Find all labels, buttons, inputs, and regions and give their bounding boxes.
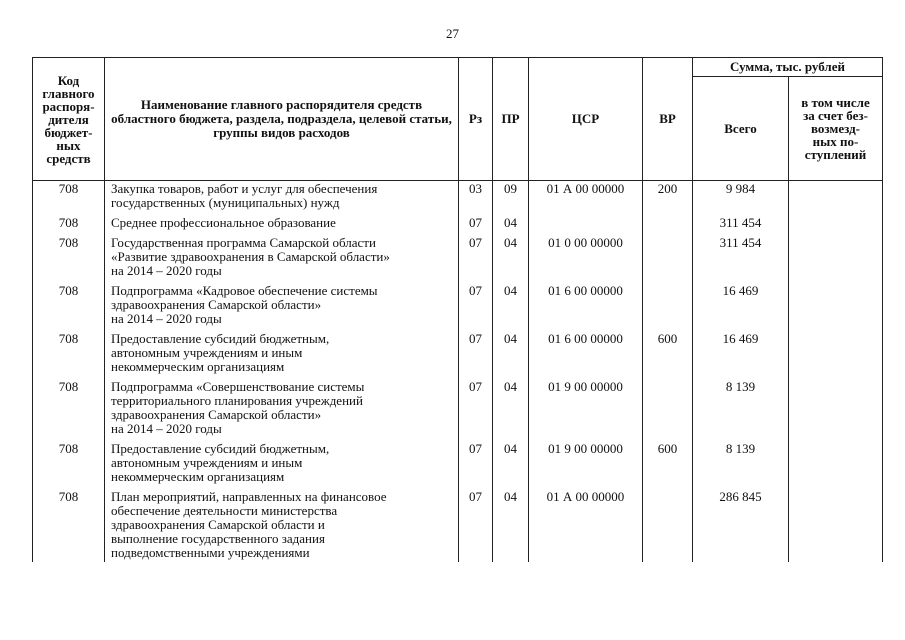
cell-total: 8 139 <box>693 438 789 486</box>
cell-total: 16 469 <box>693 328 789 376</box>
cell-rz: 07 <box>459 328 493 376</box>
cell-incl <box>789 376 883 438</box>
header-rz: Рз <box>459 58 493 181</box>
cell-pr: 04 <box>493 212 529 232</box>
cell-rz: 03 <box>459 181 493 213</box>
cell-pr: 04 <box>493 232 529 280</box>
cell-name: Государственная программа Самарской области «Развитие здравоохранения в Самарской области» на 2014 – 2020 годы <box>105 232 459 280</box>
cell-rz: 07 <box>459 212 493 232</box>
cell-incl <box>789 232 883 280</box>
cell-rz: 07 <box>459 376 493 438</box>
cell-csr: 01 9 00 00000 <box>529 376 643 438</box>
cell-incl <box>789 212 883 232</box>
cell-name: Предоставление субсидий бюджетным, автономным учреждениям и иным некоммерческим организациям <box>105 438 459 486</box>
header-name: Наименование главного распорядителя средств областного бюджета, раздела, подраздела, целевой статьи, группы видов расходов <box>105 58 459 181</box>
cell-pr: 04 <box>493 438 529 486</box>
cell-incl <box>789 438 883 486</box>
cell-csr: 01 9 00 00000 <box>529 438 643 486</box>
cell-vr <box>643 486 693 562</box>
cell-total: 311 454 <box>693 212 789 232</box>
cell-total: 16 469 <box>693 280 789 328</box>
cell-pr: 04 <box>493 328 529 376</box>
cell-csr: 01 6 00 00000 <box>529 328 643 376</box>
cell-rz: 07 <box>459 232 493 280</box>
cell-incl <box>789 280 883 328</box>
cell-code: 708 <box>33 328 105 376</box>
cell-code: 708 <box>33 181 105 213</box>
cell-pr: 09 <box>493 181 529 213</box>
cell-total: 9 984 <box>693 181 789 213</box>
cell-code: 708 <box>33 438 105 486</box>
cell-name: Подпрограмма «Совершенствование системы территориального планирования учреждений здравоохранения Самарской области» на 2014 – 2020 годы <box>105 376 459 438</box>
header-code: Код главного распоря- дителя бюджет- ных средств <box>33 58 105 181</box>
cell-csr: 01 А 00 00000 <box>529 486 643 562</box>
cell-name: Закупка товаров, работ и услуг для обеспечения государственных (муниципальных) нужд <box>105 181 459 213</box>
cell-rz: 07 <box>459 280 493 328</box>
cell-name: Подпрограмма «Кадровое обеспечение системы здравоохранения Самарской области» на 2014 – 2020 годы <box>105 280 459 328</box>
table-row <box>33 486 883 562</box>
table-row <box>33 438 883 486</box>
table-body <box>33 181 883 563</box>
cell-rz: 07 <box>459 438 493 486</box>
page-number: 27 <box>446 26 459 41</box>
cell-incl <box>789 181 883 213</box>
cell-csr: 01 А 00 00000 <box>529 181 643 213</box>
table-row <box>33 376 883 438</box>
cell-vr: 600 <box>643 438 693 486</box>
header-pr: ПР <box>493 58 529 181</box>
cell-pr: 04 <box>493 376 529 438</box>
cell-rz: 07 <box>459 486 493 562</box>
cell-code: 708 <box>33 232 105 280</box>
cell-code: 708 <box>33 280 105 328</box>
cell-total: 286 845 <box>693 486 789 562</box>
table-row <box>33 212 883 232</box>
cell-total: 311 454 <box>693 232 789 280</box>
cell-vr <box>643 212 693 232</box>
cell-csr: 01 0 00 00000 <box>529 232 643 280</box>
table-row <box>33 280 883 328</box>
cell-code: 708 <box>33 376 105 438</box>
cell-pr: 04 <box>493 486 529 562</box>
cell-vr: 600 <box>643 328 693 376</box>
table-row <box>33 181 883 213</box>
cell-csr: 01 6 00 00000 <box>529 280 643 328</box>
cell-name: Среднее профессиональное образование <box>105 212 459 232</box>
cell-code: 708 <box>33 212 105 232</box>
header-total: Всего <box>693 77 789 181</box>
cell-vr <box>643 232 693 280</box>
budget-table <box>32 57 883 562</box>
cell-csr <box>529 212 643 232</box>
cell-pr: 04 <box>493 280 529 328</box>
cell-code: 708 <box>33 486 105 562</box>
cell-vr <box>643 280 693 328</box>
header-vr: ВР <box>643 58 693 181</box>
header-sum-group: Сумма, тыс. рублей <box>693 58 883 77</box>
table-header <box>33 58 883 181</box>
table-row <box>33 328 883 376</box>
cell-vr: 200 <box>643 181 693 213</box>
cell-name: План мероприятий, направленных на финансовое обеспечение деятельности министерства здравоохранения Самарской области и выполнение государственного задания подведомственными учреждениями <box>105 486 459 562</box>
cell-incl <box>789 486 883 562</box>
header-csr: ЦСР <box>529 58 643 181</box>
cell-vr <box>643 376 693 438</box>
cell-total: 8 139 <box>693 376 789 438</box>
table-row <box>33 232 883 280</box>
header-incl: в том числе за счет без- возмезд- ных по- ступлений <box>789 77 883 181</box>
cell-incl <box>789 328 883 376</box>
cell-name: Предоставление субсидий бюджетным, автономным учреждениям и иным некоммерческим организациям <box>105 328 459 376</box>
